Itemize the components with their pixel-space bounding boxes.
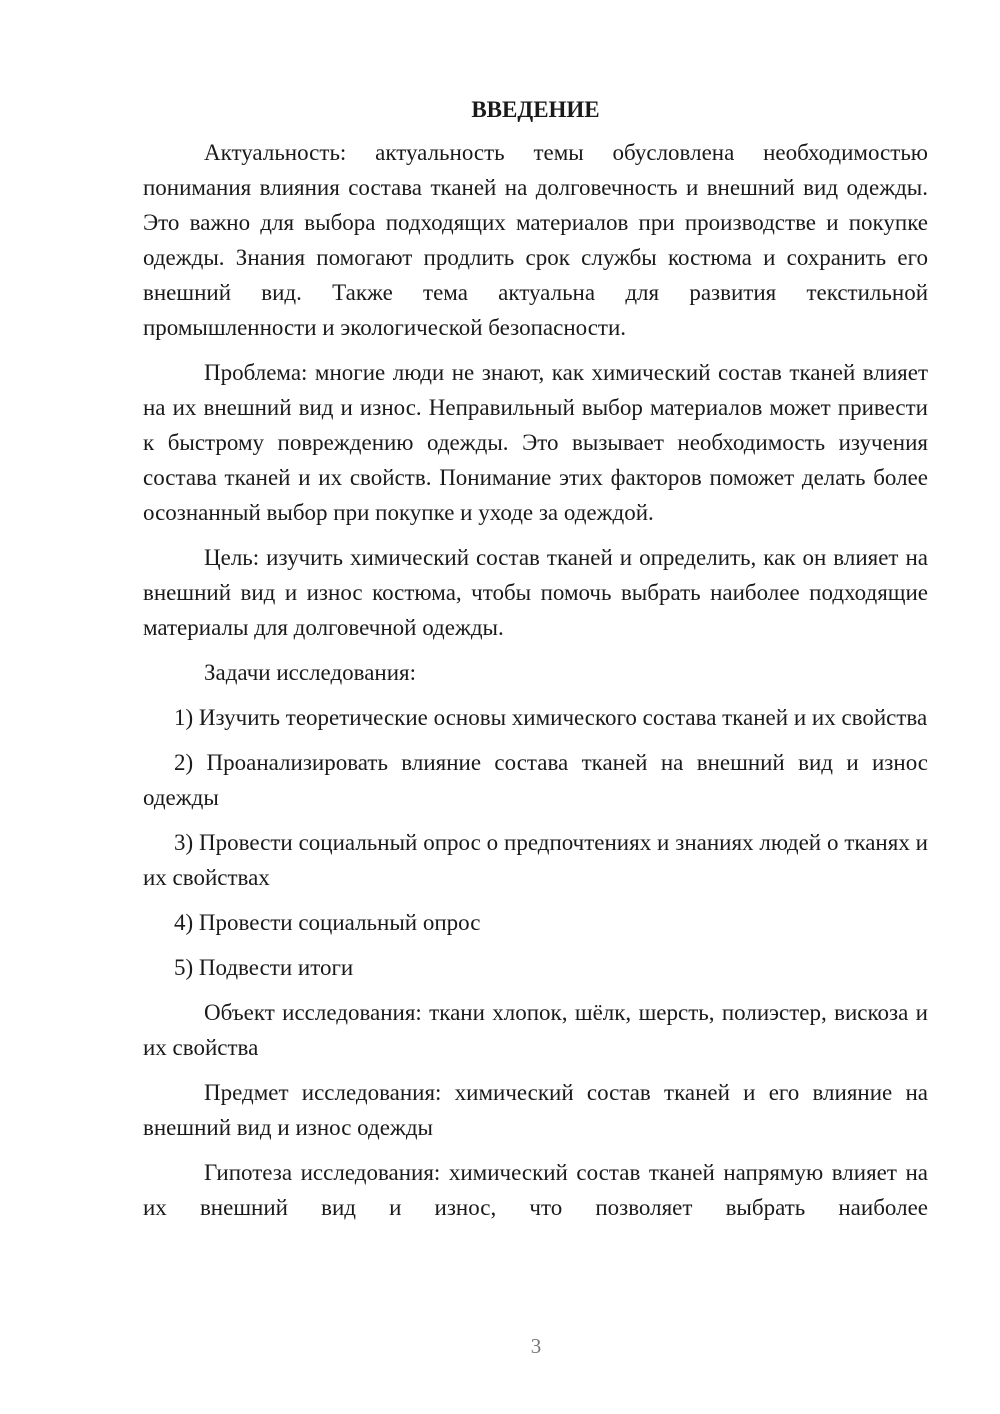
task-item-2: 2) Проанализировать влияние состава тканей на внешний вид и износ одежды bbox=[143, 750, 928, 810]
task-item-5: 5) Подвести итоги bbox=[174, 955, 354, 980]
relevance-paragraph: Актуальность: актуальность темы обусловлена необходимостью понимания влияния состава тканей на долговечность и внешний вид одежды. Это важно для выбора подходящих материалов при производстве и покупке одежды. Знания помогают продлить срок службы костюма и сохранить его внешний вид. Также тема актуальна для развития текстильной промышленности и экологической безопасности. bbox=[143, 140, 928, 340]
task-item-3: 3) Провести социальный опрос о предпочтениях и знаниях людей о тканях и их свойствах bbox=[143, 830, 928, 890]
task-item-1: 1) Изучить теоретические основы химического состава тканей и их свойства bbox=[174, 705, 928, 730]
problem-paragraph: Проблема: многие люди не знают, как химический состав тканей влияет на их внешний вид и износ. Неправильный выбор материалов может привести к быстрому повреждению одежды. Это вызывает необходимость изучения состава тканей и их свойств. Понимание этих факторов поможет делать более осознанный выбор при покупке и уходе за одеждой. bbox=[143, 360, 928, 525]
page-content bbox=[143, 95, 928, 1235]
subject-paragraph: Предмет исследования: химический состав тканей и его влияние на внешний вид и износ одежды bbox=[143, 1080, 928, 1140]
tasks-title: Задачи исследования: bbox=[204, 660, 417, 685]
section-heading: ВВЕДЕНИЕ bbox=[471, 97, 600, 122]
task-item-4: 4) Провести социальный опрос bbox=[174, 910, 481, 935]
hypothesis-paragraph: Гипотеза исследования: химический состав тканей напрямую влияет на их внешний вид и износ, что позволяет выбрать наиболее bbox=[143, 1160, 928, 1220]
page-number: 3 bbox=[530, 1334, 542, 1358]
goal-paragraph: Цель: изучить химический состав тканей и определить, как он влияет на внешний вид и износ костюма, чтобы помочь выбрать наиболее подходящие материалы для долговечной одежды. bbox=[143, 545, 928, 640]
object-paragraph: Объект исследования: ткани хлопок, шёлк, шерсть, полиэстер, вискоза и их свойства bbox=[143, 1000, 928, 1060]
